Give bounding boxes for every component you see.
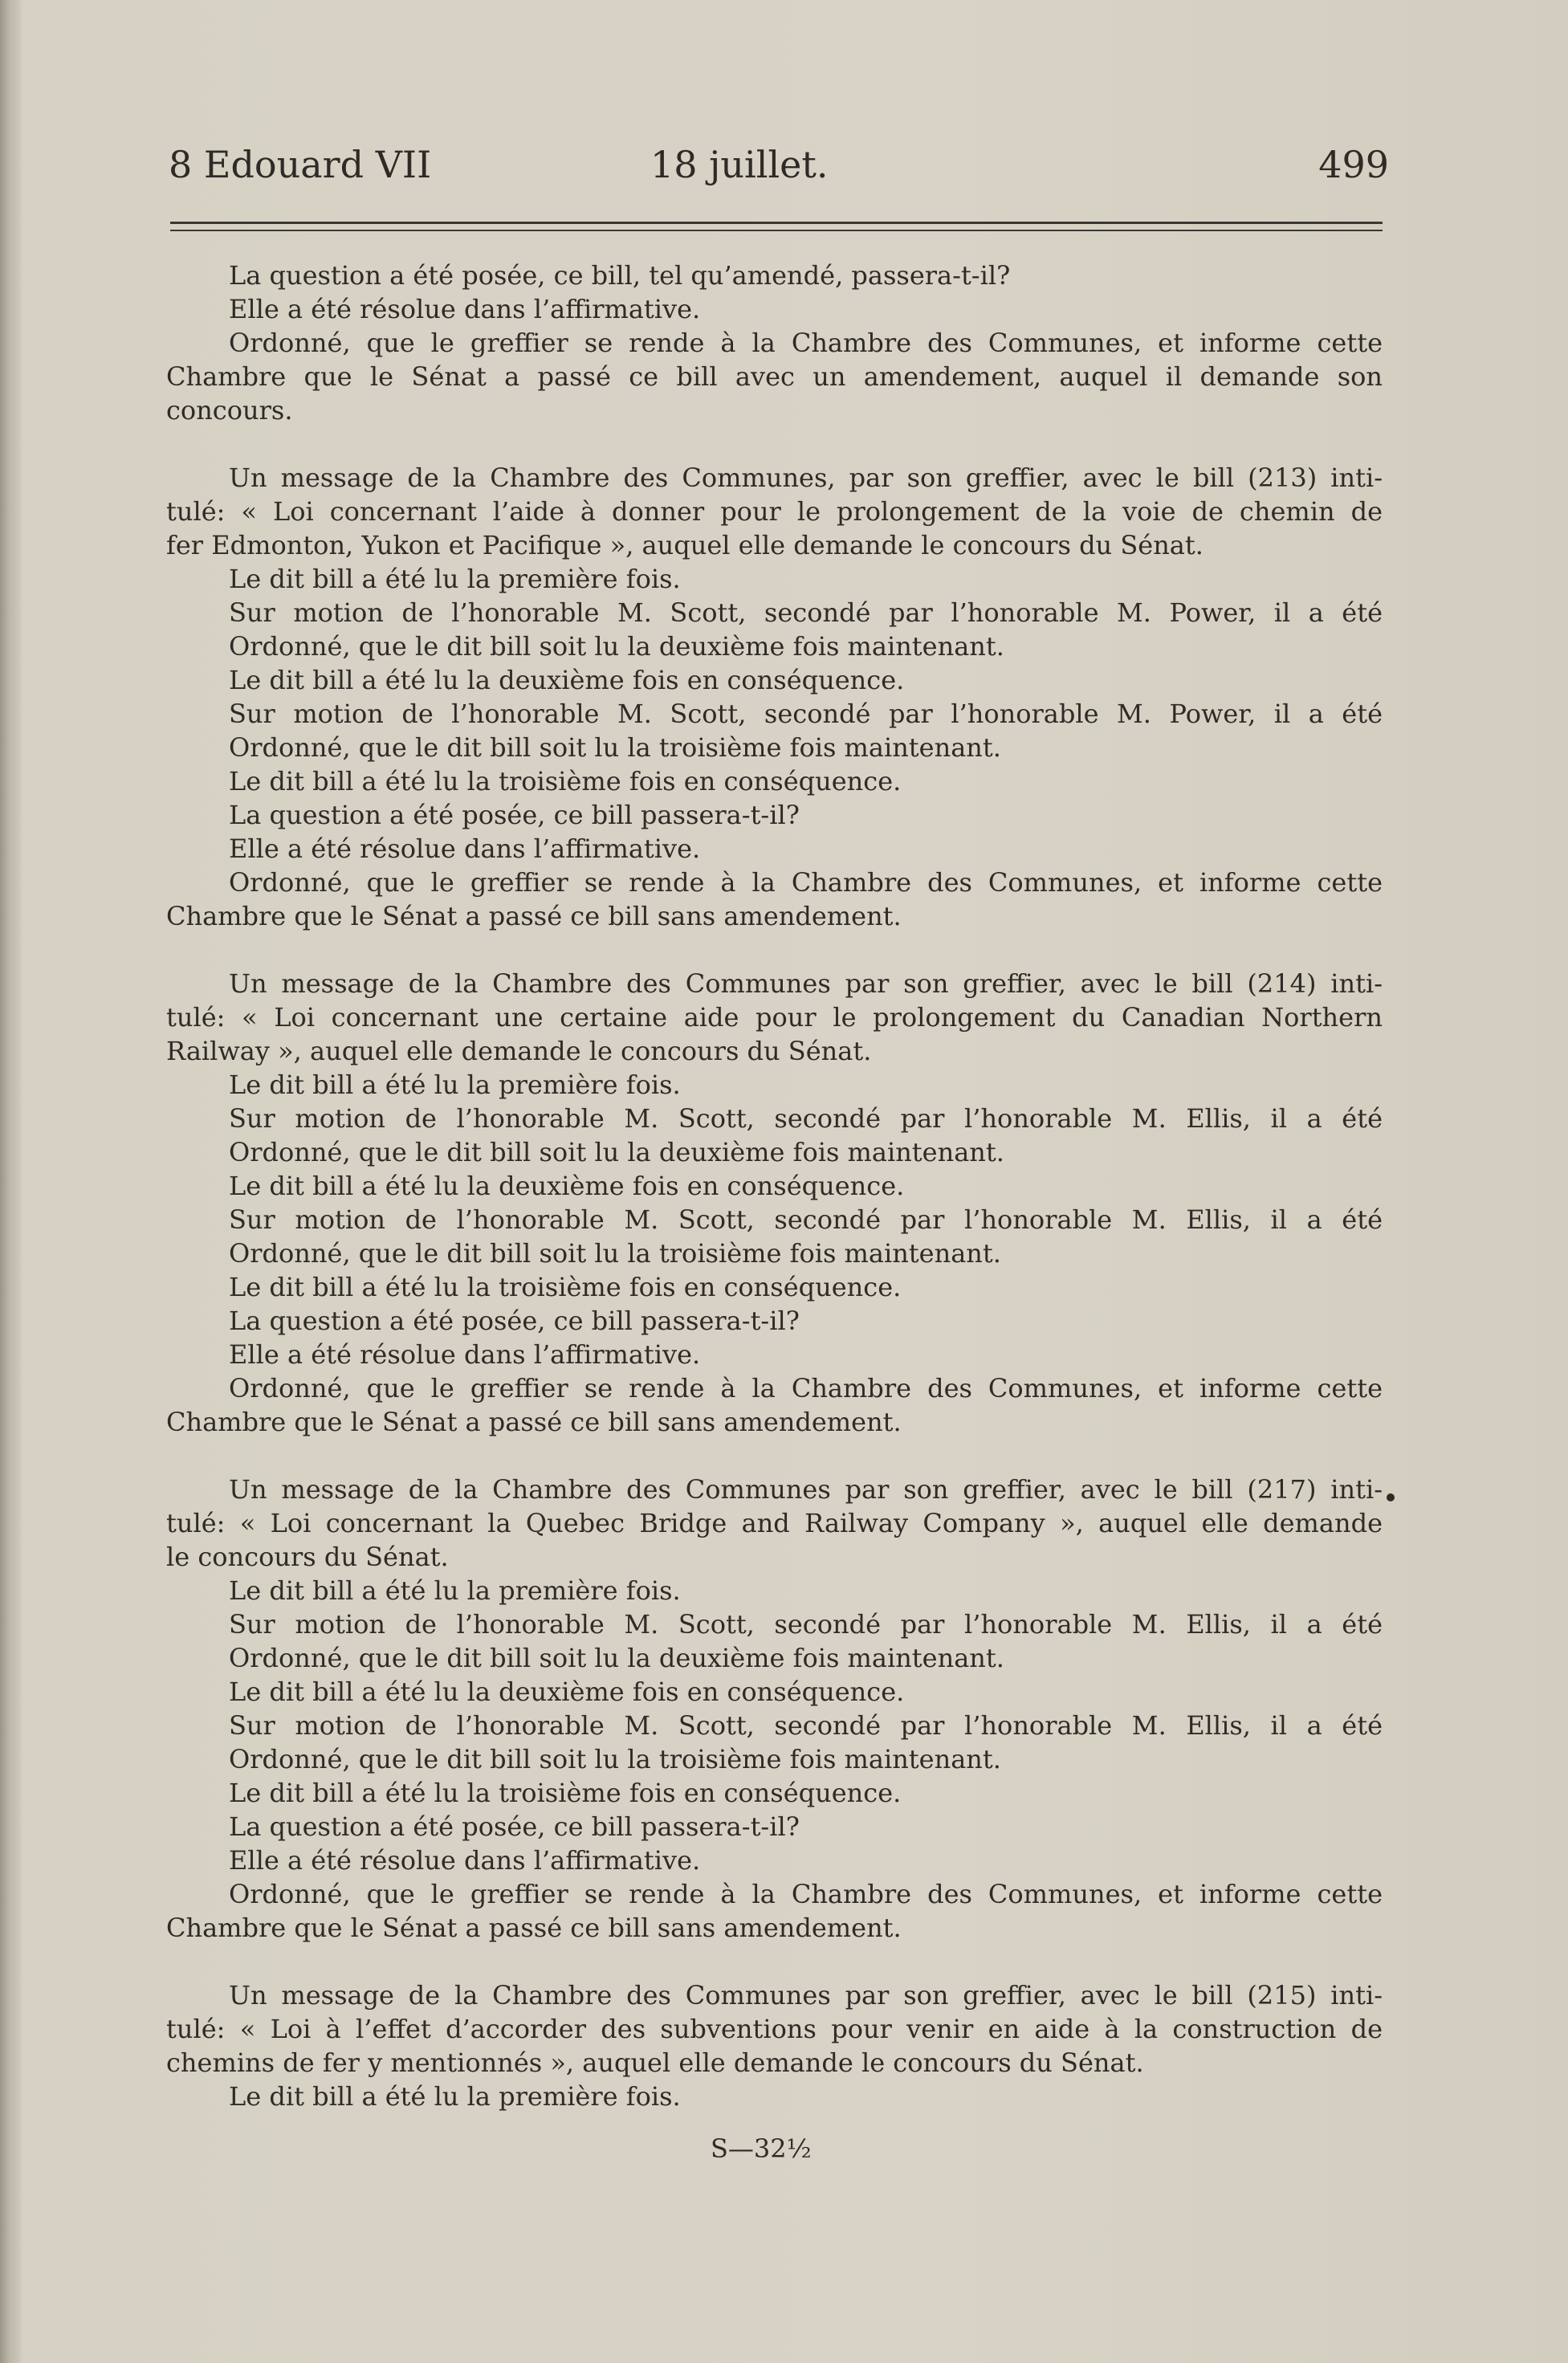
text-line: Ordonné, que le dit bill soit lu la deuxième fois maintenant.	[229, 1137, 1004, 1167]
header-rule-top	[170, 222, 1383, 224]
margin-mark	[1387, 1493, 1395, 1501]
text-line: tulé: « Loi concernant la Quebec Bridge and Railway Company », auquel elle demande	[166, 1508, 1383, 1538]
text-line: Sur motion de l’honorable M. Scott, secondé par l’honorable M. Power, il a été	[229, 699, 1383, 729]
text-line: Le dit bill a été lu la deuxième fois en conséquence.	[229, 665, 905, 695]
text-line: Sur motion de l’honorable M. Scott, secondé par l’honorable M. Power, il a été	[229, 597, 1383, 628]
text-line: Un message de la Chambre des Communes, par son greffier, avec le bill (213) inti-	[229, 462, 1383, 493]
paragraph-gap	[166, 933, 1383, 967]
text-line: La question a été posée, ce bill passera-t-il?	[229, 1811, 800, 1842]
text-line: Ordonné, que le dit bill soit lu la deuxième fois maintenant.	[229, 1643, 1004, 1673]
text-line: Chambre que le Sénat a passé ce bill avec un amendement, auquel il demande son	[166, 361, 1383, 392]
page-number: 499	[1318, 143, 1389, 186]
text-line: Le dit bill a été lu la troisième fois en conséquence.	[229, 1778, 902, 1808]
text-line: Sur motion de l’honorable M. Scott, secondé par l’honorable M. Ellis, il a été	[229, 1710, 1383, 1741]
text-line: Le dit bill a été lu la première fois.	[229, 2081, 681, 2112]
text-line: Chambre que le Sénat a passé ce bill sans amendement.	[166, 1913, 902, 1943]
text-line: La question a été posée, ce bill, tel qu’amendé, passera-t-il?	[229, 260, 1011, 291]
text-line: Elle a été résolue dans l’affirmative.	[229, 1845, 701, 1876]
text-line: Sur motion de l’honorable M. Scott, secondé par l’honorable M. Ellis, il a été	[229, 1103, 1383, 1134]
text-line: Ordonné, que le greffier se rende à la Chambre des Communes, et informe cette	[229, 867, 1383, 898]
header-left: 8 Edouard VII	[169, 143, 432, 186]
text-line: Sur motion de l’honorable M. Scott, secondé par l’honorable M. Ellis, il a été	[229, 1609, 1383, 1640]
text-line: Le dit bill a été lu la troisième fois en conséquence.	[229, 1272, 902, 1302]
text-line: Sur motion de l’honorable M. Scott, secondé par l’honorable M. Ellis, il a été	[229, 1204, 1383, 1235]
header-rule-bottom	[170, 230, 1383, 231]
text-line: fer Edmonton, Yukon et Pacifique », auquel elle demande le concours du Sénat.	[166, 530, 1203, 560]
paragraph-gap	[166, 1945, 1383, 1978]
text-line: Le dit bill a été lu la première fois.	[229, 1575, 681, 1606]
text-line: Ordonné, que le greffier se rende à la Chambre des Communes, et informe cette	[229, 1879, 1383, 1909]
text-line: le concours du Sénat.	[166, 1542, 449, 1572]
text-line: Ordonné, que le dit bill soit lu la troisième fois maintenant.	[229, 732, 1001, 763]
text-line: Le dit bill a été lu la deuxième fois en conséquence.	[229, 1171, 905, 1201]
text-line: concours.	[166, 395, 293, 426]
page-binding-edge	[0, 0, 21, 2363]
text-line: Ordonné, que le dit bill soit lu la troisième fois maintenant.	[229, 1744, 1001, 1774]
text-line: Le dit bill a été lu la troisième fois en conséquence.	[229, 766, 902, 796]
text-line: Railway », auquel elle demande le concours du Sénat.	[166, 1036, 872, 1066]
text-line: tulé: « Loi concernant une certaine aide pour le prolongement du Canadian Northern	[166, 1002, 1383, 1033]
text-line: tulé: « Loi à l’effet d’accorder des subventions pour venir en aide à la construction de	[166, 2014, 1383, 2044]
text-line: Chambre que le Sénat a passé ce bill sans amendement.	[166, 1407, 902, 1437]
text-line: Ordonné, que le greffier se rende à la Chambre des Communes, et informe cette	[229, 328, 1383, 358]
text-line: La question a été posée, ce bill passera-t-il?	[229, 800, 800, 830]
paragraph-gap	[166, 1439, 1383, 1473]
text-line: chemins de fer y mentionnés », auquel elle demande le concours du Sénat.	[166, 2047, 1144, 2078]
text-line: Ordonné, que le dit bill soit lu la deuxième fois maintenant.	[229, 631, 1004, 662]
text-line: Elle a été résolue dans l’affirmative.	[229, 294, 701, 324]
text-line: tulé: « Loi concernant l’aide à donner pour le prolongement de la voie de chemin de	[166, 496, 1383, 527]
text-line: Elle a été résolue dans l’affirmative.	[229, 833, 701, 864]
text-line: Elle a été résolue dans l’affirmative.	[229, 1339, 701, 1370]
text-line: La question a été posée, ce bill passera-t-il?	[229, 1306, 800, 1336]
text-line: Un message de la Chambre des Communes par son greffier, avec le bill (214) inti-	[229, 968, 1383, 999]
text-line: Un message de la Chambre des Communes par son greffier, avec le bill (217) inti-	[229, 1474, 1383, 1505]
paragraph-gap	[166, 427, 1383, 461]
text-line: Un message de la Chambre des Communes par son greffier, avec le bill (215) inti-	[229, 1980, 1383, 2011]
page-signature: S—32½	[711, 2133, 812, 2164]
text-line: Le dit bill a été lu la première fois.	[229, 1069, 681, 1100]
text-line: Ordonné, que le greffier se rende à la Chambre des Communes, et informe cette	[229, 1373, 1383, 1404]
page-header	[169, 136, 1389, 193]
text-line: Ordonné, que le dit bill soit lu la troisième fois maintenant.	[229, 1238, 1001, 1269]
text-line: Le dit bill a été lu la première fois.	[229, 564, 681, 594]
header-date: 18 juillet.	[650, 143, 829, 186]
text-line: Chambre que le Sénat a passé ce bill sans amendement.	[166, 901, 902, 931]
text-line: Le dit bill a été lu la deuxième fois en conséquence.	[229, 1677, 905, 1707]
document-body	[166, 259, 1383, 2113]
